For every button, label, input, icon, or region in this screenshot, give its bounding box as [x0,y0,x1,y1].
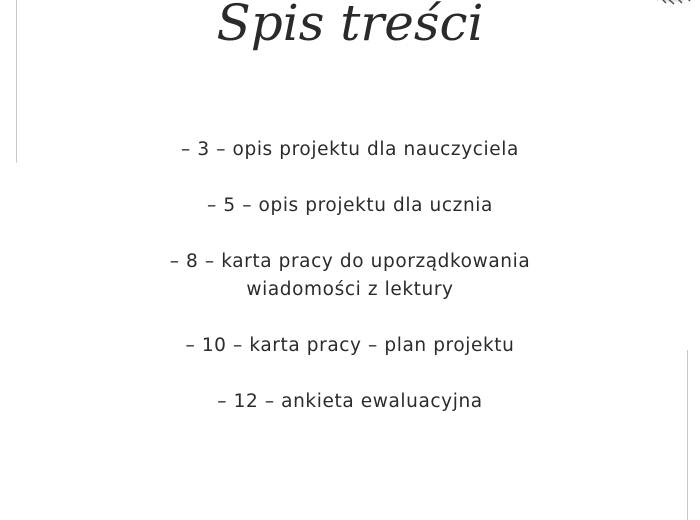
toc-entry-text-continuation: wiadomości z lektury [246,279,454,300]
toc-entry-text: – 5 – opis projektu dla ucznia [207,195,493,216]
toc-entry [0,192,700,220]
toc-entry [0,136,700,164]
toc-entry-text: – 3 – opis projektu dla nauczyciela [181,139,519,160]
toc-entry [0,248,700,304]
toc-entry-text: – 12 – ankieta ewaluacyjna [217,391,483,412]
toc-entry-text: – 10 – karta pracy – plan projektu [185,335,515,356]
page-title [200,0,500,76]
toc-entry [0,332,700,360]
corner-decoration-icon [636,0,700,6]
toc-entry [0,388,700,416]
table-of-contents [0,136,700,416]
page-title-text: Spis treści [216,0,484,52]
toc-entry-text: – 8 – karta pracy do uporządkowania [169,251,531,272]
